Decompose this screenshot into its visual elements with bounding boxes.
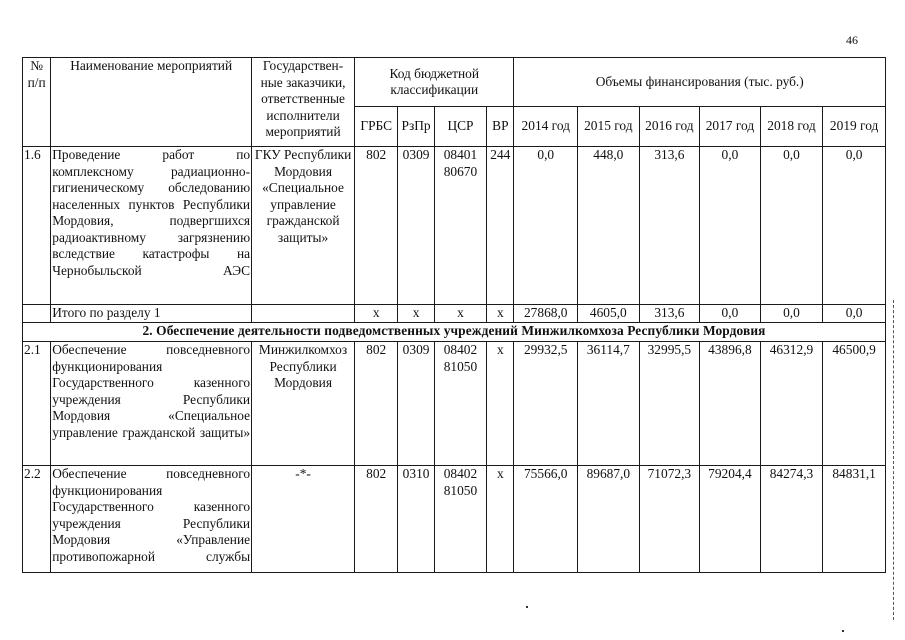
total-csr: х xyxy=(434,305,486,323)
row-csr: 08402 81050 xyxy=(434,342,486,466)
row-vr: х xyxy=(487,342,514,466)
header-year-2018: 2018 год xyxy=(760,107,823,147)
row-value-2014: 75566,0 xyxy=(514,466,578,573)
header-name: Наименование мероприятий xyxy=(51,58,252,147)
row-vr: 244 xyxy=(487,147,514,305)
row-value-2015: 89687,0 xyxy=(578,466,640,573)
total-value-2014: 27868,0 xyxy=(514,305,578,323)
row-value-2015: 448,0 xyxy=(578,147,640,305)
header-funding: Объемы финансирования (тыс. руб.) xyxy=(514,58,886,107)
row-value-2017: 79204,4 xyxy=(700,466,761,573)
row-value-2018: 46312,9 xyxy=(760,342,823,466)
row-value-2019: 46500,9 xyxy=(823,342,886,466)
header-year-2017: 2017 год xyxy=(700,107,761,147)
row-customer: Минжилкомхоз Республики Мордовия xyxy=(252,342,355,466)
header-csr: ЦСР xyxy=(434,107,486,147)
row-rzpr: 0309 xyxy=(398,147,434,305)
row-grbs: 802 xyxy=(355,342,398,466)
scan-edge-mark xyxy=(893,300,896,620)
header-grbs: ГРБС xyxy=(355,107,398,147)
header-year-2019: 2019 год xyxy=(823,107,886,147)
header-year-2014: 2014 год xyxy=(514,107,578,147)
row-value-2014: 29932,5 xyxy=(514,342,578,466)
row-value-2015: 36114,7 xyxy=(578,342,640,466)
total-grbs: х xyxy=(355,305,398,323)
row-value-2017: 0,0 xyxy=(700,147,761,305)
total-vr: х xyxy=(487,305,514,323)
row-grbs: 802 xyxy=(355,147,398,305)
row-name: Обеспечение повседневного функционирования Государственного казенного учреждения Республики Мордовия «Специальное управление гражданской защиты» xyxy=(51,342,252,466)
row-value-2019: 84831,1 xyxy=(823,466,886,573)
page-number: 46 xyxy=(846,33,858,47)
row-num: 2.2 xyxy=(23,466,51,573)
row-value-2018: 84274,3 xyxy=(760,466,823,573)
row-value-2016: 71072,3 xyxy=(639,466,700,573)
header-year-2015: 2015 год xyxy=(578,107,640,147)
total-value-2016: 313,6 xyxy=(639,305,700,323)
scan-speck xyxy=(526,606,528,608)
total-value-2015: 4605,0 xyxy=(578,305,640,323)
total-value-2019: 0,0 xyxy=(823,305,886,323)
header-vr: ВР xyxy=(487,107,514,147)
row-value-2018: 0,0 xyxy=(760,147,823,305)
row-rzpr: 0309 xyxy=(398,342,434,466)
row-value-2019: 0,0 xyxy=(823,147,886,305)
total-label: Итого по разделу 1 xyxy=(51,305,252,323)
header-customers: Государствен-ные заказчики, ответственные исполнители мероприятий xyxy=(252,58,355,147)
header-budget-code: Код бюджетной классификации xyxy=(355,58,514,107)
row-value-2016: 32995,5 xyxy=(639,342,700,466)
row-vr: х xyxy=(487,466,514,573)
row-customer: -*- xyxy=(252,466,355,573)
row-customer: ГКУ Республики Мордовия «Специальное управление гражданской защиты» xyxy=(252,147,355,305)
row-num: 2.1 xyxy=(23,342,51,466)
table-row xyxy=(23,466,886,573)
row-name: Обеспечение повседневного функционирования Государственного казенного учреждения Республики Мордовия «Управление противопожарной службы xyxy=(51,466,252,573)
header-year-2016: 2016 год xyxy=(639,107,700,147)
row-value-2014: 0,0 xyxy=(514,147,578,305)
header-rzpr: РзПр xyxy=(398,107,434,147)
table-row xyxy=(23,342,886,466)
total-rzpr: х xyxy=(398,305,434,323)
row-grbs: 802 xyxy=(355,466,398,573)
section-heading: 2. Обеспечение деятельности подведомственных учреждений Минжилкомхоза Республики Мордовия xyxy=(23,323,886,342)
total-value-2017: 0,0 xyxy=(700,305,761,323)
table-row xyxy=(23,147,886,305)
financing-table xyxy=(22,57,886,573)
row-num: 1.6 xyxy=(23,147,51,305)
row-name: Проведение работ по комплексному радиационно-гигиеническому обследованию населенных пунктов Республики Мордовия, подвергшихся радиоактивному загрязнению вследствие катастрофы на Чернобыльской АЭС xyxy=(51,147,252,305)
row-value-2016: 313,6 xyxy=(639,147,700,305)
row-csr: 08401 80670 xyxy=(434,147,486,305)
scan-speck xyxy=(842,630,844,632)
total-row xyxy=(23,305,886,323)
row-rzpr: 0310 xyxy=(398,466,434,573)
row-value-2017: 43896,8 xyxy=(700,342,761,466)
total-value-2018: 0,0 xyxy=(760,305,823,323)
header-num: № п/п xyxy=(23,58,51,147)
row-csr: 08402 81050 xyxy=(434,466,486,573)
